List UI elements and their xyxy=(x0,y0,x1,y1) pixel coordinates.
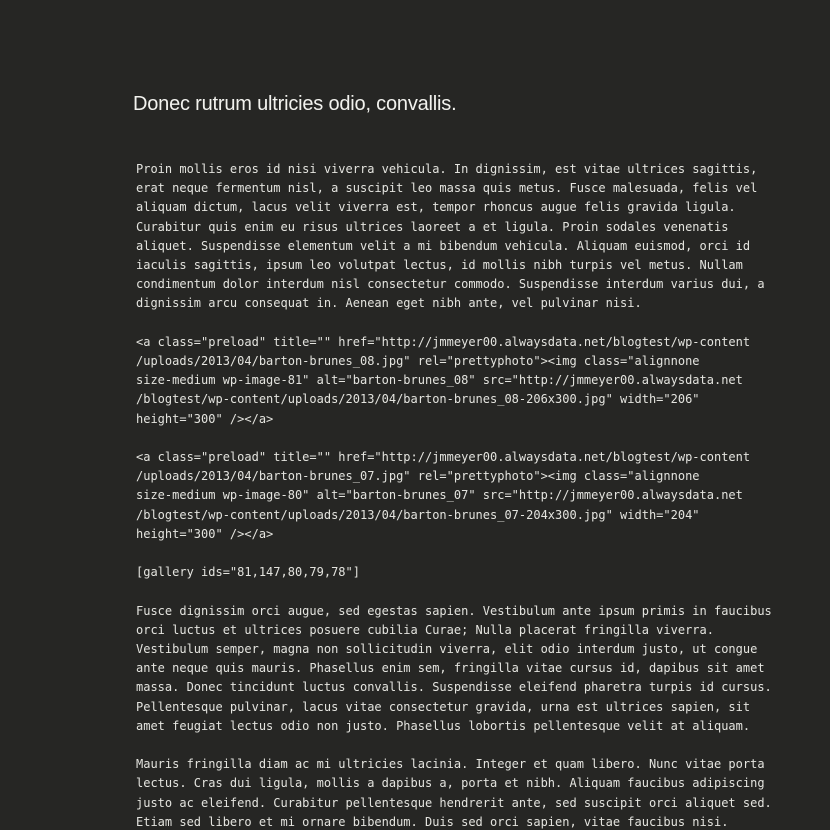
post-paragraph-fusce: Fusce dignissim orci augue, sed egestas sapien. Vestibulum ante ipsum primis in faucibus orci luctus et ultrices posuere cubilia Curae; Nulla placerat fringilla viverra. Vestibulum semper, magna non sollicitudin viverra, elit odio interdum justo, ut congue ante neque quis mauris. Phasellus enim sem, fringilla vitae cursus id, dapibus sit amet massa. Donec tincidunt luctus convallis. Suspendisse eleifend pharetra turpis id cursus. Pellentesque pulvinar, lacus vitae consectetur gravida, urna est ultrices sapien, sit amet feugiat lectus odio non justo. Phasellus lobortis pellentesque velit at aliquam. xyxy=(136,603,772,733)
post-paragraph-image-link-08: <a class="preload" title="" href="http://jmmeyer00.alwaysdata.net/blogtest/wp-content /uploads/2013/04/barton-brunes_08.jpg" rel="prettyphoto"><img class="alignnone size-medium wp-image-81" alt="barton-brunes_08" src="http://jmmeyer00.alwaysdata.net /blogtest/wp-content/uploads/2013/04/barton-brunes_08-206x300.jpg" width="206" height="300" /></a> xyxy=(136,334,751,426)
post-paragraph-intro: Proin mollis eros id nisi viverra vehicula. In dignissim, est vitae ultrices sagittis, erat neque fermentum nisl, a suscipit leo massa quis metus. Fusce malesuada, felis vel aliquam dictum, lacus velit viverra est, tempor rhoncus augue felis gravida ligula. Curabitur quis enim eu risus ultrices laoreet a et ligula. Proin sodales venenatis aliquet. Suspendisse elementum velit a mi bibendum vehicula. Aliquam euismod, orci id iaculis sagittis, ipsum leo volutpat lectus, id mollis nibh turpis vel metus. Nullam condimentum dolor interdum nisl consectetur commodo. Suspendisse interdum varius dui, a dignissim arcu consequat in. Aenean eget nibh ante, vel pulvinar nisi. xyxy=(136,162,765,311)
post-paragraph-image-link-07: <a class="preload" title="" href="http://jmmeyer00.alwaysdata.net/blogtest/wp-content /uploads/2013/04/barton-brunes_07.jpg" rel="prettyphoto"><img class="alignnone size-medium wp-image-80" alt="barton-brunes_07" src="http://jmmeyer00.alwaysdata.net /blogtest/wp-content/uploads/2013/04/barton-brunes_07-204x300.jpg" width="204" height="300" /></a> xyxy=(136,450,751,541)
post-paragraph-mauris: Mauris fringilla diam ac mi ultricies lacinia. Integer et quam libero. Nunc vitae porta lectus. Cras dui ligula, mollis a dapibus a, porta et nibh. Aliquam faucibus adipiscing justo ac eleifend. Curabitur pellentesque hendrerit ante, sed suscipit orci aliquet sed. Etiam sed libero et mi ornare bibendum. Duis sed orci sapien, vitae faucibus nisi. xyxy=(136,757,772,829)
post-paragraph-gallery-shortcode: [gallery ids="81,147,80,79,78"] xyxy=(136,565,360,580)
post-body xyxy=(136,160,816,830)
post-title: Donec rutrum ultricies odio, convallis. xyxy=(133,93,457,115)
